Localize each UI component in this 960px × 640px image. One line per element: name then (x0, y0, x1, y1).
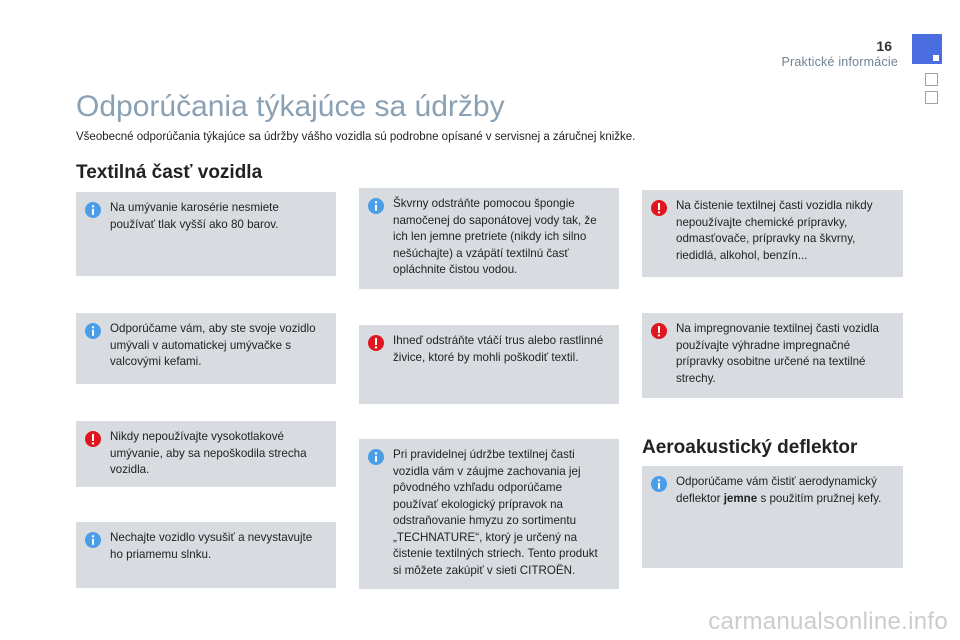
section-heading-deflector: Aeroakustický deflektor (642, 437, 858, 458)
intro-text: Všeobecné odporúčania týkajúce sa údržby vášho vozidla sú podrobne opísané v servisnej a záručnej knižke. (76, 131, 636, 143)
note-text: Nechajte vozidlo vysušiť a nevystavujte ho priamemu slnku. (110, 531, 313, 561)
note-box (642, 313, 903, 398)
note-text: Nikdy nepoužívajte vysokotlakové umývanie, aby sa nepoškodila strecha vozidla. (110, 430, 307, 476)
page-number: 16 (876, 38, 892, 54)
page-title: Odporúčania týkajúce sa údržby (76, 90, 505, 123)
side-box-2 (925, 91, 938, 104)
info-icon (651, 476, 667, 492)
note-box (359, 325, 619, 404)
watermark: carmanualsonline.info (708, 608, 948, 635)
info-icon (368, 449, 384, 465)
note-text: Na čistenie textilnej časti vozidla nikdy nepoužívajte chemické prípravky, odmasťovače, prípravky na škvrny, riedidlá, alkohol, benzín... (676, 199, 873, 262)
note-text (676, 474, 893, 507)
note-text-part: Odporúčame vám čistiť aerodynamický deflektor (676, 475, 877, 505)
side-box-1 (925, 73, 938, 86)
info-icon (85, 202, 101, 218)
warning-icon (368, 335, 384, 351)
note-text: Ihneď odstráňte vtáčí trus alebo rastlinné živice, ktoré by mohli poškodiť textil. (393, 334, 604, 364)
tab-dot (933, 55, 939, 61)
section-tab-marker (912, 34, 942, 64)
note-box (76, 421, 336, 487)
note-box (642, 466, 903, 568)
section-heading-textile: Textilná časť vozidla (76, 162, 263, 183)
info-icon (368, 198, 384, 214)
note-box (359, 188, 619, 289)
note-text: Na impregnovanie textilnej časti vozidla používajte výhradne impregnačné prípravky osobitne určené na textilné strechy. (676, 322, 879, 385)
note-box (76, 192, 336, 276)
note-box (642, 190, 903, 277)
note-box (76, 522, 336, 588)
note-text-part: s použitím pružnej kefy. (757, 491, 882, 505)
note-box (76, 313, 336, 384)
section-label: Praktické informácie (781, 55, 898, 69)
info-icon (85, 323, 101, 339)
note-text: Pri pravidelnej údržbe textilnej časti vozidla vám v záujme zachovania jej pôvodného vzhľadu odporúčame používať ekologický prípravok na odstraňovanie hmyzu zo sortimentu „TECHNATURE“, ktorý je určený na čistenie textilných striech. Tento produkt si môžete zakúpiť v sieti CITROËN. (393, 448, 598, 577)
note-text-emphasis: jemne (723, 491, 758, 505)
info-icon (85, 532, 101, 548)
note-text: Škvrny odstráňte pomocou špongie namočenej do saponátovej vody tak, že ich len jemne pretriete (nikdy ich silno nešúchajte) a vzápätí textilnú časť opláchnite čistou vodou. (393, 197, 597, 276)
warning-icon (85, 431, 101, 447)
warning-icon (651, 323, 667, 339)
note-box (359, 439, 619, 589)
note-text: Odporúčame vám, aby ste svoje vozidlo umývali v automatickej umývačke s valcovými kefami. (110, 322, 316, 368)
warning-icon (651, 200, 667, 216)
note-text: Na umývanie karosérie nesmiete používať tlak vyšší ako 80 barov. (110, 201, 279, 231)
